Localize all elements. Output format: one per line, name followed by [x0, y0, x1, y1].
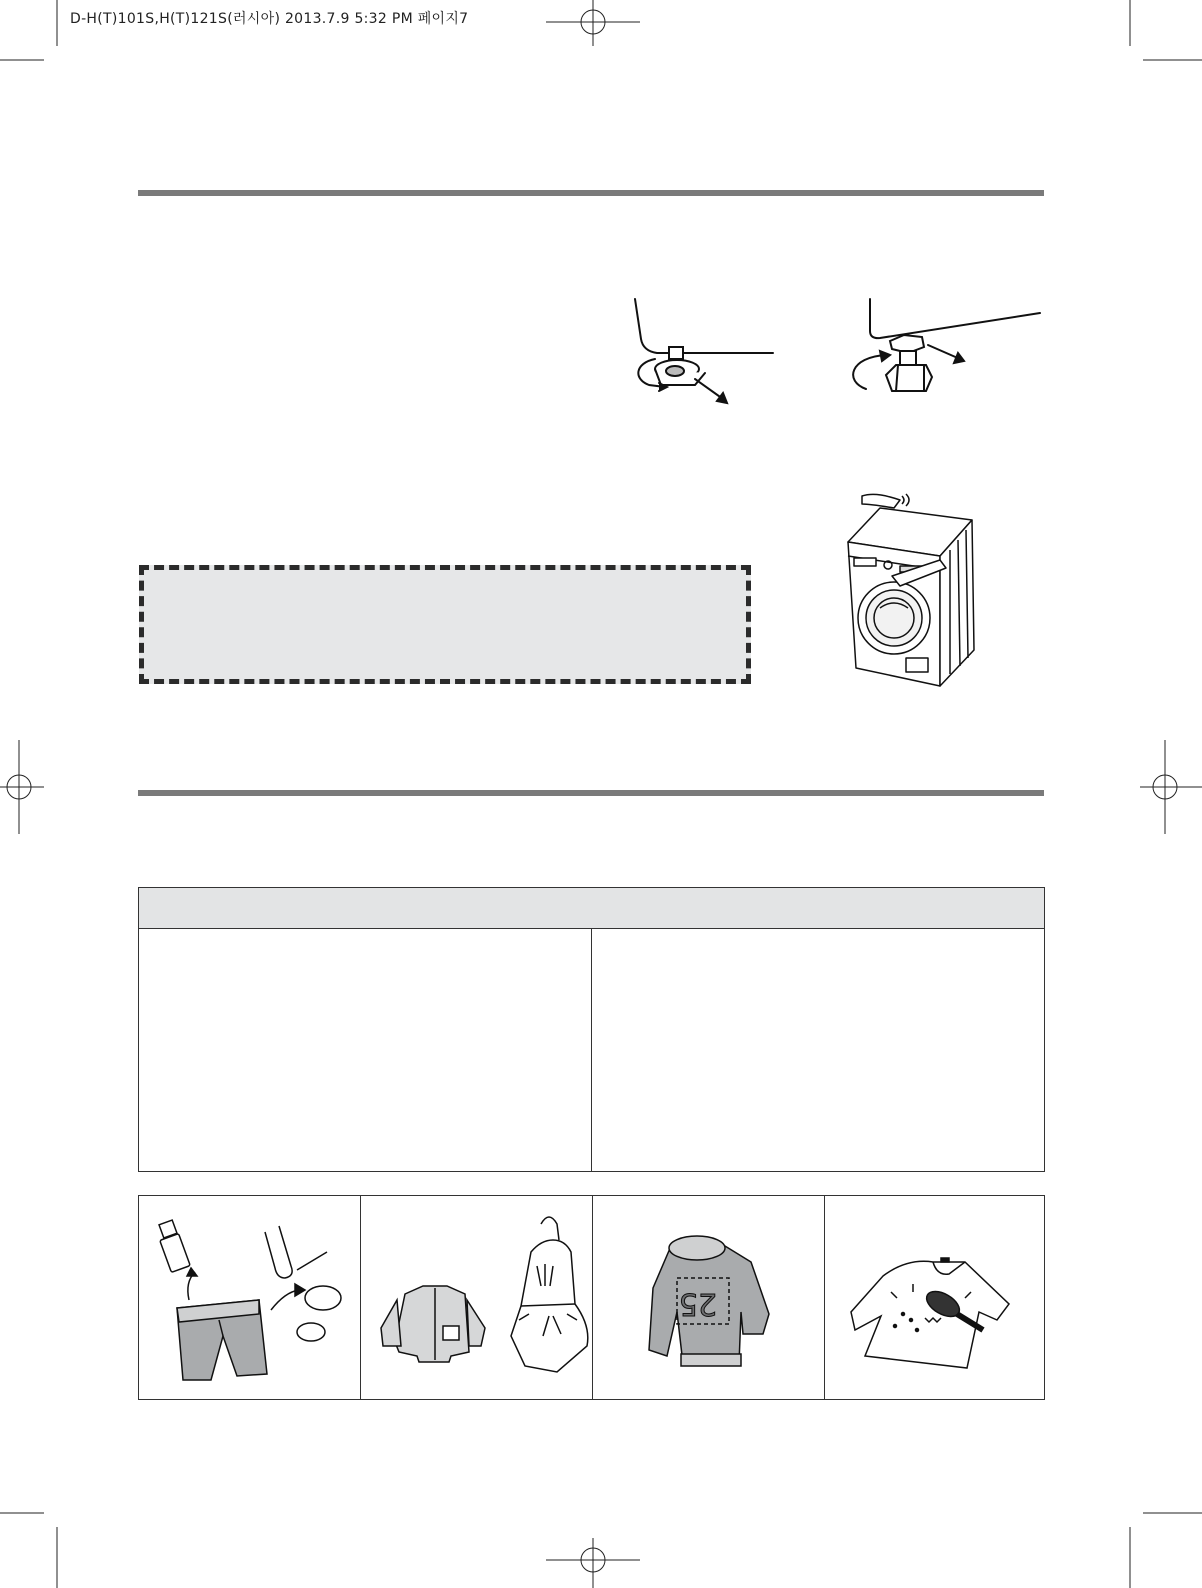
instructions-table	[138, 887, 1045, 1172]
section-rule	[138, 190, 1044, 196]
registration-mark-icon	[1140, 738, 1202, 838]
preparation-illustrations	[138, 1195, 1045, 1400]
note-box	[139, 565, 751, 684]
brush-dirt-icon	[825, 1196, 1045, 1399]
table-header	[139, 888, 1044, 929]
turn-inside-out-icon	[593, 1196, 825, 1399]
leveling-foot-raise-icon	[840, 295, 1045, 400]
empty-pockets-icon	[139, 1196, 360, 1399]
leveling-foot-loosen-icon	[625, 295, 785, 410]
washer-rock-check-icon	[840, 490, 990, 690]
fasten-ties-icon	[361, 1196, 593, 1399]
registration-mark-icon	[546, 0, 646, 50]
svg-text:25: 25	[678, 1286, 717, 1321]
registration-mark-icon	[546, 1538, 646, 1588]
table-column-divider	[591, 928, 592, 1171]
illustration-cell	[824, 1196, 1045, 1399]
illustration-cell	[139, 1196, 360, 1399]
illustration-cell	[360, 1196, 593, 1399]
illustration-cell	[592, 1196, 825, 1399]
registration-mark-icon	[0, 738, 50, 838]
section-rule	[138, 790, 1044, 796]
print-slug: D-H(T)101S,H(T)121S(러시아) 2013.7.9 5:32 PM 페이지7	[70, 11, 469, 27]
